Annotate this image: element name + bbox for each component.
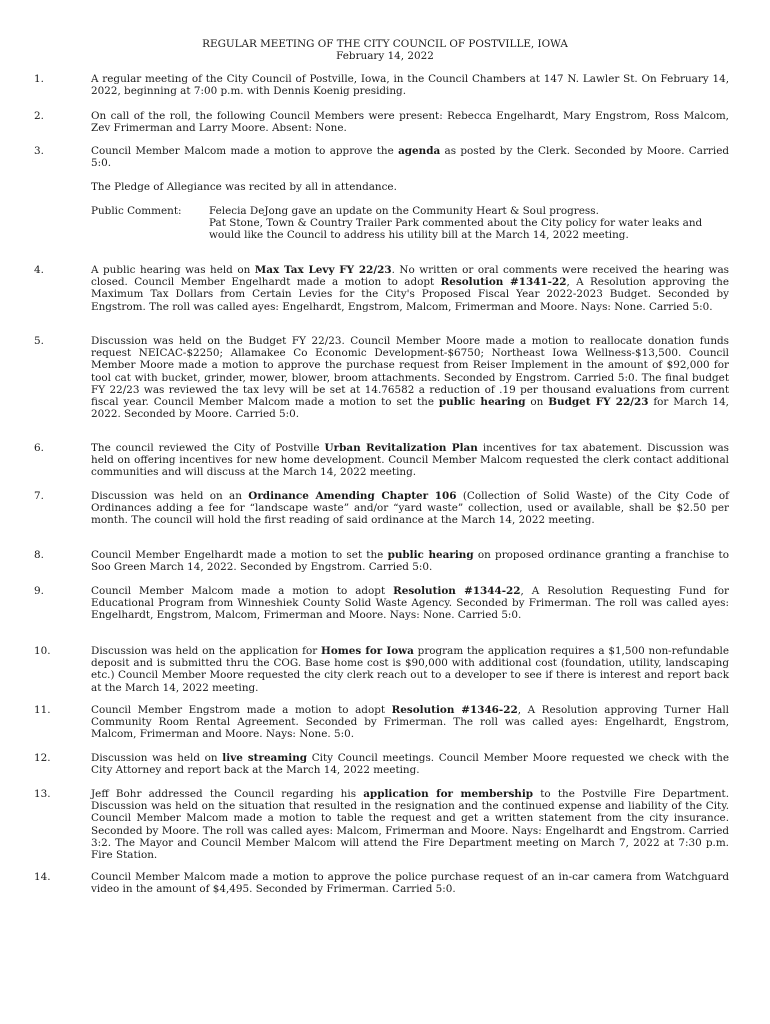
item-text-segment: on <box>525 396 549 409</box>
item-text-segment: , A Resolution approving Turner Hall Community Room Rental Agreement. Seconded by Frimerman. The roll was called ayes: Engelhardt, Engstrom, Malcom, Frimerman and Moore. Nays: None. 5:0. <box>91 704 729 741</box>
document-title: REGULAR MEETING OF THE CITY COUNCIL OF POSTVILLE, IOWA <box>202 38 568 50</box>
item-number: 12. <box>34 752 51 764</box>
item-text <box>91 335 729 420</box>
item-text-segment: Council Member Engelhardt made a motion to set the <box>91 549 388 561</box>
item-text-segment: Jeff Bohr addressed the Council regarding his <box>91 788 364 800</box>
item-text-segment: to the Postville Fire Department. Discussion was held on the situation that resulted in the resignation and the continued expense and liability of the City. Council Member Malcom made a motion to table the request and get a written statement from the city insurance. Seconded by Moore. The roll was called ayes: Malcom, Frimerman and Moore. Nays: Engelhardt and Engstrom. Carried 3:2. The Mayor and Council Member Malcom will attend the Fire Department meeting on March 7, 2022 at 7:30 p.m. Fire Station. <box>91 788 729 862</box>
pledge-text: The Pledge of Allegiance was recited by all in attendance. <box>91 181 397 193</box>
item-text-segment: A regular meeting of the City Council of Postville, Iowa, in the Council Chambers at 147 N. Lawler St. On February 14, 2022, beginning at 7:00 p.m. with Dennis Koenig presiding. <box>91 73 729 98</box>
item-text-segment: City Council meetings. Council Member Moore requested we check with the City Attorney and report back at the March 14, 2022 meeting. <box>91 752 729 777</box>
item-text <box>91 442 729 479</box>
item-number: 1. <box>34 73 44 85</box>
item-text <box>91 645 729 694</box>
item-text <box>91 549 729 573</box>
item-text <box>91 871 729 895</box>
item-number: 7. <box>34 490 44 502</box>
item-text <box>91 73 729 97</box>
item-text-bold: agenda <box>398 145 441 157</box>
item-text-segment: On call of the roll, the following Council Members were present: Rebecca Engelhardt, Mary Engstrom, Ross Malcom, Zev Frimerman and Larry Moore. Absent: None. <box>91 110 729 135</box>
item-text-segment: Council Member Engstrom made a motion to adopt <box>91 704 392 716</box>
item-text <box>91 110 729 134</box>
item-number: 3. <box>34 145 44 157</box>
item-text-bold: public hearing <box>438 396 526 409</box>
item-text-segment: , A Resolution approving the Maximum Tax Dollars from Certain Levies for the City's Proposed Fiscal Year 2022-2023 Budget. Seconded by Engstrom. The roll was called ayes: Engelhardt, Engstrom, Malcom, Frimerman and Moore. Nays: None. Carried 5:0. <box>91 276 729 313</box>
item-text-bold: Resolution #1346-22 <box>391 704 518 716</box>
item-number: 11. <box>34 704 51 716</box>
item-number: 14. <box>34 871 51 883</box>
item-text-bold: Resolution #1344-22 <box>393 585 521 597</box>
item-number: 2. <box>34 110 44 122</box>
item-number: 6. <box>34 442 44 454</box>
item-text <box>91 264 729 313</box>
item-text-bold: Homes for Iowa <box>321 645 414 657</box>
document-date: February 14, 2022 <box>336 50 434 62</box>
item-text-segment: Council Member Malcom made a motion to approve the <box>91 145 399 157</box>
item-text-segment: Discussion was held on an <box>91 490 249 502</box>
item-text-segment: as posted by the Clerk. Seconded by Moore. Carried 5:0. <box>91 145 730 170</box>
item-text-segment: Discussion was held on <box>91 752 223 764</box>
item-text-segment: Discussion was held on the application for <box>91 645 322 657</box>
item-number: 9. <box>34 585 44 597</box>
item-text <box>91 704 729 741</box>
item-text-bold: Max Tax Levy FY 22/23 <box>254 264 392 276</box>
public-comment-label: Public Comment: <box>91 205 182 217</box>
public-comment-lines <box>209 205 724 242</box>
public-comment-line: Pat Stone, Town & Country Trailer Park commented about the City policy for water leaks and would like the Council to address his utility bill at the March 14, 2022 meeting. <box>209 217 703 242</box>
item-text-segment: The council reviewed the City of Postville <box>91 442 325 454</box>
item-text <box>91 145 729 169</box>
item-text <box>91 752 729 776</box>
item-text-segment: (Collection of Solid Waste) of the City Code of Ordinances adding a fee for “landscape waste” and/or “yard waste” collection, used or available, shall be $2.50 per month. The council will hold the first reading of said ordinance at the March 14, 2022 meeting. <box>91 490 729 527</box>
item-text-bold: Urban Revitalization Plan <box>324 442 478 454</box>
public-comment-line: Felecia DeJong gave an update on the Community Heart & Soul progress. <box>209 205 599 217</box>
item-text-bold: application for membership <box>363 788 534 800</box>
item-text-segment: Discussion was held on the Budget FY 22/23. Council Member Moore made a motion to reallocate donation funds request NEICAC-$2250; Allamakee Co Economic Development-$6750; Northeast Iowa Wellness-$13,500. Council Member Moore made a motion to approve the purchase request from Reiser Implement in the amount of $92,000 for tool cat with bucket, grinder, mower, blower, broom attachments. Seconded by Engstrom. Carried 5:0. The final budget FY 22/23 was reviewed the tax levy will be set at 14.76582 a reduction of .19 per thousand evaluations from current fiscal year. Council Member Malcom made a motion to set the <box>91 335 729 409</box>
item-text-segment: for March 14, 2022. Seconded by Moore. Carried 5:0. <box>91 396 729 421</box>
item-number: 10. <box>34 645 51 657</box>
item-text-segment: Council Member Malcom made a motion to approve the police purchase request of an in-car camera from Watchguard video in the amount of $4,495. Seconded by Frimerman. Carried 5:0. <box>91 871 729 896</box>
item-text-segment: incentives for tax abatement. Discussion was held on offering incentives for new home development. Council Member Malcom requested the clerk contact additional communities and will discuss at the March 14, 2022 meeting. <box>91 442 729 479</box>
item-number: 4. <box>34 264 44 276</box>
item-number: 5. <box>34 335 44 347</box>
item-text <box>91 788 729 861</box>
item-text <box>91 585 729 622</box>
item-text-segment: A public hearing was held on <box>91 264 255 276</box>
item-text-segment: on proposed ordinance granting a franchise to Soo Green March 14, 2022. Seconded by Engstrom. Carried 5:0. <box>91 549 729 574</box>
item-text-bold: Budget FY 22/23 <box>548 396 649 409</box>
item-text-bold: live streaming <box>222 752 308 764</box>
item-number: 13. <box>34 788 51 800</box>
item-text-bold: public hearing <box>387 549 474 561</box>
item-text-bold: Ordinance Amending Chapter 106 <box>248 490 457 502</box>
item-text-segment: program the application requires a $1,500 non-refundable deposit and is submitted thru the COG. Base home cost is $90,000 with additional cost (foundation, utility, landscaping etc.) Council Member Moore requested the city clerk reach out to a developer to see if there is interest and report back at the March 14, 2022 meeting. <box>91 645 729 694</box>
item-text-bold: Resolution #1341-22 <box>440 276 567 289</box>
item-text-segment: . No written or oral comments were received the hearing was closed. Council Member Engelhardt made a motion to adopt <box>91 264 729 289</box>
item-text-segment: , A Resolution Requesting Fund for Educational Program from Winneshiek County Solid Waste Agency. Seconded by Frimerman. The roll was called ayes: Engelhardt, Engstrom, Malcom, Frimerman and Moore. Nays: None. Carried 5:0. <box>91 585 730 622</box>
item-number: 8. <box>34 549 44 561</box>
item-text-segment: Council Member Malcom made a motion to adopt <box>91 585 394 597</box>
item-text <box>91 490 729 527</box>
